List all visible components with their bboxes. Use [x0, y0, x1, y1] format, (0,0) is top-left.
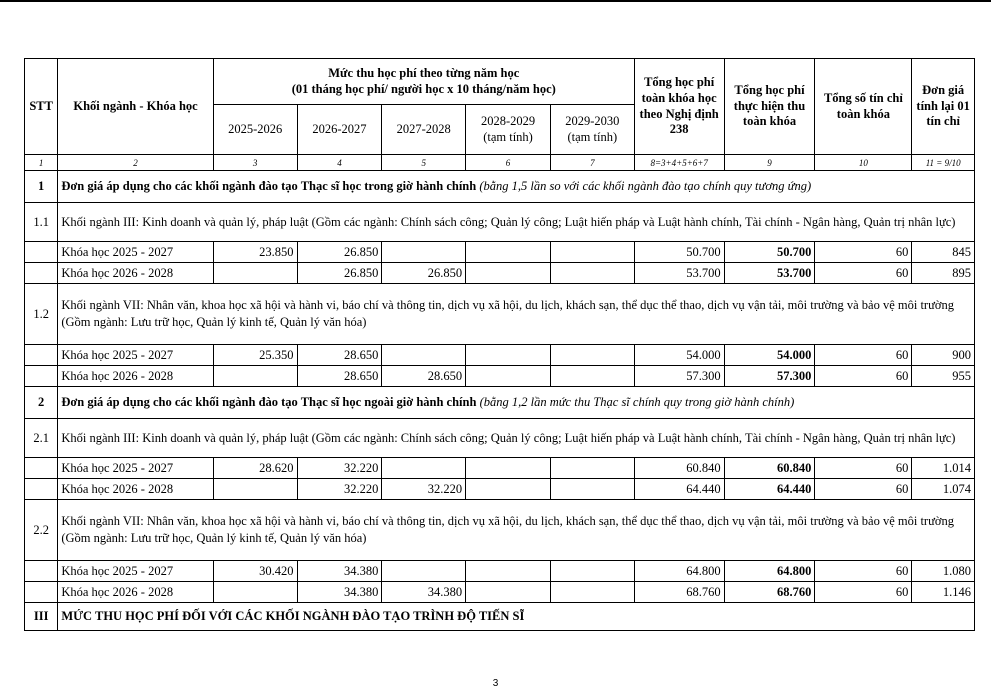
header-muc-thu-line2: (01 tháng học phí/ người học x 10 tháng/năm học): [291, 81, 556, 96]
unit-price: 1.146: [912, 582, 975, 603]
fee-year-5: [550, 458, 634, 479]
table-row: [25, 263, 975, 284]
total-nd: 54.000: [634, 345, 724, 366]
fee-year-4: [466, 479, 551, 500]
fee-year-1: [213, 366, 297, 387]
group-title: Khối ngành VII: Nhân văn, khoa học xã hội và hành vi, báo chí và thông tin, dịch vụ xã hội, du lịch, khách sạn, thể dục thể thao, dịch vụ vận tải, môi trường và bảo vệ môi trường (Gồm ngành: Lưu trữ học, Quản lý kinh tế, Quản lý văn hóa): [58, 284, 975, 345]
total-credits: 60: [815, 458, 912, 479]
total-thuc-hien: 64.800: [724, 561, 815, 582]
group-row: [25, 500, 975, 561]
fee-year-1: 25.350: [213, 345, 297, 366]
fee-year-5: [550, 366, 634, 387]
fee-year-1: [213, 582, 297, 603]
total-nd: 60.840: [634, 458, 724, 479]
tuition-fee-table: [24, 58, 975, 631]
fee-year-2: 32.220: [297, 479, 382, 500]
col-number: 5: [382, 155, 466, 171]
fee-year-3: [382, 561, 466, 582]
section-heading: [58, 171, 975, 203]
table-row: [25, 479, 975, 500]
header-year-5: 2029-2030 (tạm tính): [550, 105, 634, 155]
unit-price: 1.014: [912, 458, 975, 479]
group-title: Khối ngành III: Kinh doanh và quản lý, pháp luật (Gồm các ngành: Chính sách công; Quản lý công; Luật hiến pháp và Luật hành chính, Tài chính - Ngân hàng, Quản trị nhân lực): [58, 419, 975, 458]
total-credits: 60: [815, 366, 912, 387]
group-stt: 1.2: [25, 284, 58, 345]
page-number: 3: [492, 678, 499, 689]
group-row: [25, 419, 975, 458]
table-row: [25, 242, 975, 263]
col-number: 6: [466, 155, 551, 171]
fee-year-4: [466, 458, 551, 479]
fee-year-3: [382, 458, 466, 479]
header-year-3: 2027-2028: [382, 105, 466, 155]
table-row: [25, 582, 975, 603]
header-khoi-nganh: Khối ngành - Khóa học: [58, 59, 213, 155]
col-number: 1: [25, 155, 58, 171]
fee-year-1: [213, 263, 297, 284]
fee-year-3: 34.380: [382, 582, 466, 603]
fee-year-4: [466, 263, 551, 284]
header-stt: STT: [25, 59, 58, 155]
course-name: Khóa học 2026 - 2028: [58, 582, 213, 603]
header-muc-thu: [213, 59, 634, 105]
fee-year-1: 23.850: [213, 242, 297, 263]
section-note: (bằng 1,2 lần mức thu Thạc sĩ chính quy trong giờ hành chính): [479, 395, 795, 409]
fee-year-2: 32.220: [297, 458, 382, 479]
col-number: 3: [213, 155, 297, 171]
fee-year-1: 28.620: [213, 458, 297, 479]
fee-year-5: [550, 345, 634, 366]
course-name: Khóa học 2025 - 2027: [58, 242, 213, 263]
unit-price: 895: [912, 263, 975, 284]
fee-year-4: [466, 345, 551, 366]
section-title: Đơn giá áp dụng cho các khối ngành đào tạo Thạc sĩ học trong giờ hành chính: [61, 179, 477, 193]
fee-year-3: [382, 345, 466, 366]
total-nd: 68.760: [634, 582, 724, 603]
table-row: [25, 561, 975, 582]
section-title: MỨC THU HỌC PHÍ ĐỐI VỚI CÁC KHỐI NGÀNH ĐÀO TẠO TRÌNH ĐỘ TIẾN SĨ: [58, 603, 975, 631]
group-row: [25, 284, 975, 345]
unit-price: 900: [912, 345, 975, 366]
col-number: 10: [815, 155, 912, 171]
fee-year-3: 28.650: [382, 366, 466, 387]
unit-price: 1.074: [912, 479, 975, 500]
fee-year-2: 26.850: [297, 263, 382, 284]
col-number: 7: [550, 155, 634, 171]
total-credits: 60: [815, 242, 912, 263]
header-muc-thu-line1: Mức thu học phí theo từng năm học: [328, 65, 520, 80]
fee-year-2: 34.380: [297, 561, 382, 582]
col-number: 9: [724, 155, 815, 171]
header-year-2: 2026-2027: [297, 105, 382, 155]
fee-year-4: [466, 582, 551, 603]
header-don-gia: Đơn giá tính lại 01 tín chỉ: [912, 59, 975, 155]
unit-price: 845: [912, 242, 975, 263]
total-credits: 60: [815, 582, 912, 603]
fee-year-4: [466, 561, 551, 582]
fee-year-5: [550, 479, 634, 500]
fee-year-3: [382, 242, 466, 263]
unit-price: 955: [912, 366, 975, 387]
total-nd: 57.300: [634, 366, 724, 387]
fee-year-4: [466, 242, 551, 263]
section-row: [25, 171, 975, 203]
group-stt: 2.1: [25, 419, 58, 458]
col-number: 11 = 9/10: [912, 155, 975, 171]
section-note: (bằng 1,5 lần so với các khối ngành đào tạo chính quy tương ứng): [479, 179, 812, 193]
section-stt: 2: [25, 387, 58, 419]
section-row: [25, 603, 975, 631]
section-row: [25, 387, 975, 419]
fee-year-4: [466, 366, 551, 387]
fee-year-3: 32.220: [382, 479, 466, 500]
section-stt: 1: [25, 171, 58, 203]
total-thuc-hien: 54.000: [724, 345, 815, 366]
total-credits: 60: [815, 561, 912, 582]
total-thuc-hien: 57.300: [724, 366, 815, 387]
group-title: Khối ngành VII: Nhân văn, khoa học xã hội và hành vi, báo chí và thông tin, dịch vụ xã hội, du lịch, khách sạn, thể dục thể thao, dịch vụ vận tải, môi trường và bảo vệ môi trường (Gồm ngành: Lưu trữ học, Quản lý kinh tế, Quản lý văn hóa): [58, 500, 975, 561]
fee-year-5: [550, 582, 634, 603]
total-nd: 64.800: [634, 561, 724, 582]
total-credits: 60: [815, 263, 912, 284]
section-stt: III: [25, 603, 58, 631]
total-nd: 50.700: [634, 242, 724, 263]
header-tong-tin-chi: Tổng số tín chỉ toàn khóa: [815, 59, 912, 155]
course-name: Khóa học 2025 - 2027: [58, 561, 213, 582]
fee-year-2: 28.650: [297, 366, 382, 387]
group-stt: 1.1: [25, 203, 58, 242]
header-year-4: 2028-2029 (tạm tính): [466, 105, 551, 155]
fee-year-2: 26.850: [297, 242, 382, 263]
section-heading: [58, 387, 975, 419]
group-title: Khối ngành III: Kinh doanh và quản lý, pháp luật (Gồm các ngành: Chính sách công; Quản lý công; Luật hiến pháp và Luật hành chính, Tài chính - Ngân hàng, Quản trị nhân lực): [58, 203, 975, 242]
fee-year-2: 34.380: [297, 582, 382, 603]
column-number-row: [25, 155, 975, 171]
total-thuc-hien: 68.760: [724, 582, 815, 603]
header-year-1: 2025-2026: [213, 105, 297, 155]
total-thuc-hien: 60.840: [724, 458, 815, 479]
top-border-line: [0, 0, 991, 2]
total-nd: 64.440: [634, 479, 724, 500]
group-row: [25, 203, 975, 242]
unit-price: 1.080: [912, 561, 975, 582]
header-tong-nd: Tổng học phí toàn khóa học theo Nghị định 238: [634, 59, 724, 155]
course-name: Khóa học 2026 - 2028: [58, 263, 213, 284]
total-credits: 60: [815, 345, 912, 366]
fee-year-5: [550, 242, 634, 263]
fee-year-1: 30.420: [213, 561, 297, 582]
course-name: Khóa học 2025 - 2027: [58, 345, 213, 366]
col-number: 8=3+4+5+6+7: [634, 155, 724, 171]
fee-year-1: [213, 479, 297, 500]
course-name: Khóa học 2026 - 2028: [58, 479, 213, 500]
total-credits: 60: [815, 479, 912, 500]
fee-year-2: 28.650: [297, 345, 382, 366]
table-row: [25, 458, 975, 479]
table-row: [25, 366, 975, 387]
header-tong-thuc-hien: Tổng học phí thực hiện thu toàn khóa: [724, 59, 815, 155]
fee-year-5: [550, 561, 634, 582]
total-thuc-hien: 64.440: [724, 479, 815, 500]
col-number: 2: [58, 155, 213, 171]
fee-year-5: [550, 263, 634, 284]
course-name: Khóa học 2026 - 2028: [58, 366, 213, 387]
total-thuc-hien: 53.700: [724, 263, 815, 284]
col-number: 4: [297, 155, 382, 171]
fee-year-3: 26.850: [382, 263, 466, 284]
table-row: [25, 345, 975, 366]
total-thuc-hien: 50.700: [724, 242, 815, 263]
group-stt: 2.2: [25, 500, 58, 561]
section-title: Đơn giá áp dụng cho các khối ngành đào tạo Thạc sĩ học ngoài giờ hành chính: [61, 395, 477, 409]
course-name: Khóa học 2025 - 2027: [58, 458, 213, 479]
total-nd: 53.700: [634, 263, 724, 284]
